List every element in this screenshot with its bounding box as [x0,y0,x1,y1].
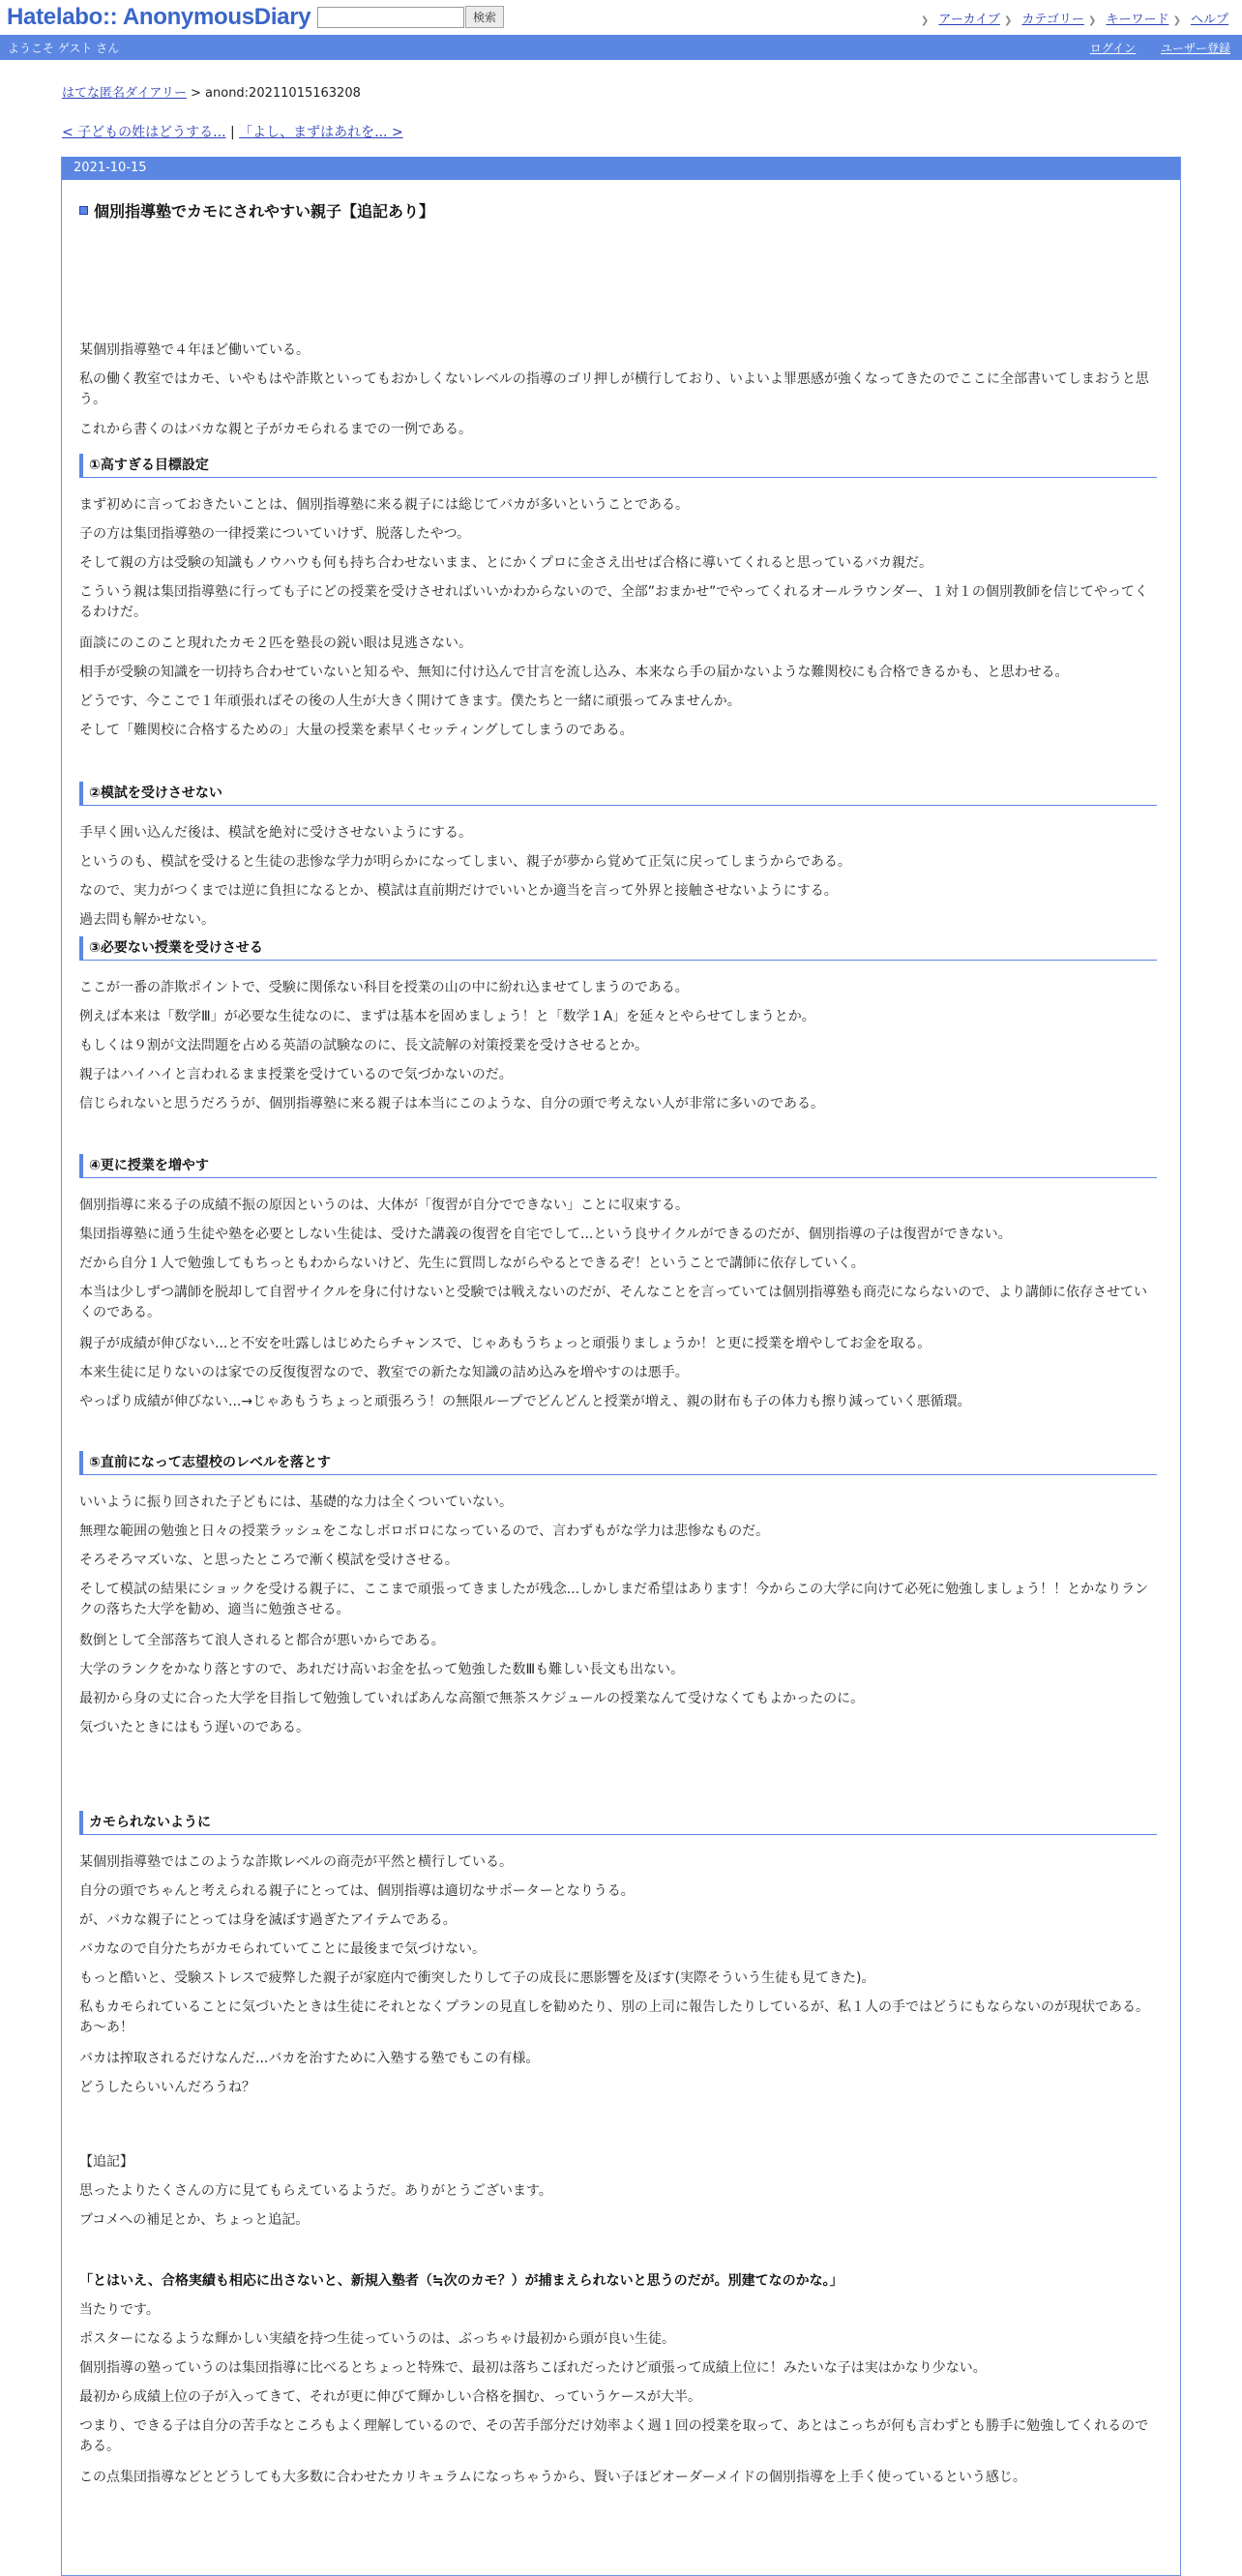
top-nav [921,9,1228,27]
arrow-icon: ❯ [1172,15,1181,26]
paragraph: 親子が成績が伸びない...と不安を吐露しはじめたらチャンスで、じゃあもうちょっと頑張りましょうか！と更に授業を増やしてお金を取る。 [79,1336,932,1351]
paragraph: もっと酷いと、受験ストレスで疲弊した親子が家庭内で衝突したりして子の成長に悪影響を及ぼす(実際そういう生徒も見てきた)。 [79,1970,875,1986]
paragraph: 無理な範囲の勉強と日々の授業ラッシュをこなしボロボロになっているので、言わずもがな学力は悲惨なものだ。 [79,1524,770,1539]
paragraph: 私の働く教室ではカモ、いやもはや詐欺といってもおかしくないレベルの指導のゴリ押しが横行しており、いよいよ罪悪感が強くなってきたのでここに全部書いてしまおうと思う。 [79,371,1149,407]
paragraph: 本当は少しずつ講師を脱却して自習サイクルを身に付けないと受験では戦えないのだが、そんなことを言っていては個別指導塾も商売にならないので、より講師に依存させていくのである。 [79,1285,1148,1320]
section-heading: ②模試を受けさせない [79,782,1157,806]
paragraph: 信じられないと思うだろうが、個別指導塾に来る親子は本当にこのような、自分の頭で考えない人が非常に多いのである。 [79,1096,824,1111]
paragraph: 某個別指導塾で４年ほど働いている。 [79,342,310,358]
prev-entry-link[interactable]: < 子どもの姓はどうする... [62,125,226,140]
paragraph: そして「難関校に合格するための」大量の授業を素早くセッティングしてしまうのである。 [79,723,634,738]
nav-help[interactable]: ヘルプ [1190,13,1228,27]
breadcrumb-current: anond:20211015163208 [205,86,361,101]
paragraph: 私もカモられていることに気づいたときは生徒にそれとなくプランの見直しを勧めたり、別の上司に報告したりしているが、私１人の手ではどうにもならないのが現状である。あ～あ！ [79,1999,1149,2035]
paragraph: まず初めに言っておきたいことは、個別指導塾に来る親子には総じてバカが多いということである。 [79,497,689,513]
breadcrumb-sep: > [190,86,201,101]
paragraph: 親子はハイハイと言われるまま授業を受けているので気づかないのだ。 [79,1067,513,1082]
user-bar [0,35,1242,60]
entry-title [79,157,434,222]
paragraph: つまり、できる子は自分の苦手なところもよく理解しているので、その苦手部分だけ効率よく週１回の授業を取って、あとはこっちが何も言わずとも勝手に勉強してくれるのである。 [79,2418,1149,2454]
paragraph: 面談にのこのこと現れたカモ２匹を塾長の鋭い眼は見逃さない。 [79,636,472,651]
paragraph: 数倒として全部落ちて浪人されると都合が悪いからである。 [79,1633,445,1648]
addendum-label: 【追記】 [79,2154,133,2170]
welcome-text: ようこそ ゲスト さん [8,42,120,55]
paragraph: もしくは９割が文法問題を占める英語の試験なのに、長文読解の対策授業を受けさせるとか。 [79,1038,648,1053]
quoted-comment: 「とはいえ、合格実績も相応に出さないと、新規入塾者（≒次のカモ？）が捕まえられないと思うのだが。別建てなのかな。」 [79,2273,843,2289]
paragraph: 自分の頭でちゃんと考えられる親子にとっては、個別指導は適切なサポーターとなりうる。 [79,1883,635,1899]
nav-archive[interactable]: アーカイブ [938,13,1000,27]
section-heading: カモられないように [79,1811,1157,1835]
paragraph: やっぱり成績が伸びない...→じゃあもうちょっと頑張ろう！の無限ループでどんどんと授業が増え、親の財布も子の体力も擦り減っていく悪循環。 [79,1394,971,1409]
nav-keyword[interactable]: キーワード [1106,13,1169,27]
register-link[interactable]: ユーザー登録 [1160,42,1230,55]
site-logo[interactable]: Hatelabo:: AnonymousDiary [7,4,311,30]
paragraph: ブコメへの補足とか、ちょっと追記。 [79,2212,310,2228]
paragraph: が、バカな親子にとっては身を滅ぼす過ぎたアイテムである。 [79,1912,457,1928]
search-input[interactable] [317,7,464,28]
section-heading: ④更に授業を増やす [79,1154,1157,1178]
paragraph: 某個別指導塾ではこのような詐欺レベルの商売が平然と横行している。 [79,1854,513,1870]
paragraph: 気づいたときにはもう遅いのである。 [79,1720,310,1735]
paragraph: そして模試の結果にショックを受ける親子に、ここまで頑張ってきましたが残念...しかしまだ希望はあります！今からこの大学に向けて必死に勉強しましょう！！とかなりランクの落ちた大学を勧め、適当に勉強させる。 [79,1582,1149,1617]
pager [62,122,403,141]
paragraph: 個別指導の塾っていうのは集団指導に比べるとちょっと特殊で、最初は落ちこぼれだったけど頑張って成績上位に！みたいな子は実はかなり少ない。 [79,2360,987,2376]
permalink-icon[interactable] [79,206,88,215]
paragraph: 子の方は集団指導塾の一律授業についていけず、脱落したやつ。 [79,526,471,542]
paragraph: 思ったよりたくさんの方に見てもらえているようだ。ありがとうございます。 [79,2183,552,2199]
search-button[interactable]: 検索 [465,6,504,28]
entry-title-text: 個別指導塾でカモにされやすい親子【追記あり】 [94,202,435,221]
arrow-icon: ❯ [1004,15,1013,26]
paragraph: これから書くのはバカな親と子がカモられるまでの一例である。 [79,422,472,437]
paragraph: 例えば本来は「数学Ⅲ」が必要な生徒なのに、まずは基本を固めましょう！と「数学１A」を延々とやらせてしまうとか。 [79,1009,815,1024]
section-heading: ⑤直前になって志望校のレベルを落とす [79,1451,1157,1475]
paragraph: 手早く囲い込んだ後は、模試を絶対に受けさせないようにする。 [79,825,472,841]
paragraph: なので、実力がつくまでは逆に負担になるとか、模試は直前期だけでいいとか適当を言って外界と接触させないようにする。 [79,883,838,899]
arrow-icon: ❯ [920,15,930,26]
paragraph: 当たりです。 [79,2302,160,2318]
paragraph: バカなので自分たちがカモられていてことに最後まで気づけない。 [79,1941,486,1957]
pager-sep: | [229,125,235,140]
paragraph: こういう親は集団指導塾に行っても子にどの授業を受けさせればいいかわからないので、全部”おまかせ”でやってくれるオールラウンダー、１対１の個別教師を信じてやってくるわけだ。 [79,584,1148,620]
paragraph: この点集団指導などとどうしても大多数に合わせたカリキュラムになっちゃうから、賢い子ほどオーダーメイドの個別指導を上手く使っているという感じ。 [79,2470,1026,2485]
paragraph: いいように振り回された子どもには、基礎的な力は全くついていない。 [79,1495,513,1510]
paragraph: 最初から身の丈に合った大学を目指して勉強していればあんな高額で無茶スケジュールの授業なんて受けなくてもよかったのに。 [79,1691,865,1706]
next-entry-link[interactable]: 「よし、まずはあれを... > [239,125,403,140]
day-section [61,157,1181,2576]
paragraph: 相手が受験の知識を一切持ち合わせていないと知るや、無知に付け込んで甘言を流し込み、本来なら手の届かないような難関校にも合格できるかも、と思わせる。 [79,665,1069,680]
paragraph: ここが一番の詐欺ポイントで、受験に関係ない科目を授業の山の中に紛れ込ませてしまうのである。 [79,980,689,995]
paragraph: だから自分１人で勉強してもちっともわからないけど、先生に質問しながらやるとできるぞ！ということで講師に依存していく。 [79,1256,865,1271]
paragraph: どうです、今ここで１年頑張ればその後の人生が大きく開けてきます。僕たちと一緒に頑張ってみませんか。 [79,694,741,709]
section-heading: ③必要ない授業を受けさせる [79,936,1157,961]
login-link[interactable]: ログイン [1089,42,1137,55]
paragraph: 最初から成績上位の子が入ってきて、それが更に伸びて輝かしい合格を掴む、っていうケースが大半。 [79,2389,702,2405]
paragraph: そろそろマズいな、と思ったところで漸く模試を受けさせる。 [79,1553,458,1568]
header [0,0,1242,35]
paragraph: バカは搾取されるだけなんだ...バカを治すために入塾する塾でもこの有様。 [79,2051,540,2066]
paragraph: 本来生徒に足りないのは家での反復復習なので、教室での新たな知識の詰め込みを増やすのは悪手。 [79,1365,689,1380]
breadcrumb-home[interactable]: はてな匿名ダイアリー [62,86,187,101]
arrow-icon: ❯ [1088,15,1097,26]
paragraph: 集団指導塾に通う生徒や塾を必要としない生徒は、受けた講義の復習を自宅でして...という良サイクルができるのだが、個別指導の子は復習ができない。 [79,1227,1012,1242]
nav-category[interactable]: カテゴリー [1021,13,1084,27]
day-date: 2021-10-15 [62,157,1180,180]
breadcrumb [62,82,361,101]
paragraph: 大学のランクをかなり落とすので、あれだけ高いお金を払って勉強した数Ⅲも難しい長文も出ない。 [79,1662,685,1677]
paragraph: ポスターになるような輝かしい実績を持つ生徒っていうのは、ぶっちゃけ最初から頭が良い生徒。 [79,2331,675,2347]
section-heading: ①高すぎる目標設定 [79,454,1157,478]
paragraph: 個別指導に来る子の成績不振の原因というのは、大体が「復習が自分でできない」ことに収束する。 [79,1198,689,1213]
paragraph: 過去問も解かせない。 [79,912,215,928]
paragraph: そして親の方は受験の知識もノウハウも何も持ち合わせないまま、とにかくプロに金さえ出せば合格に導いてくれると思っているバカ親だ。 [79,555,932,571]
paragraph: というのも、模試を受けると生徒の悲惨な学力が明らかになってしまい、親子が夢から覚めて正気に戻ってしまうからである。 [79,854,851,870]
paragraph: どうしたらいいんだろうね？ [79,2080,255,2095]
